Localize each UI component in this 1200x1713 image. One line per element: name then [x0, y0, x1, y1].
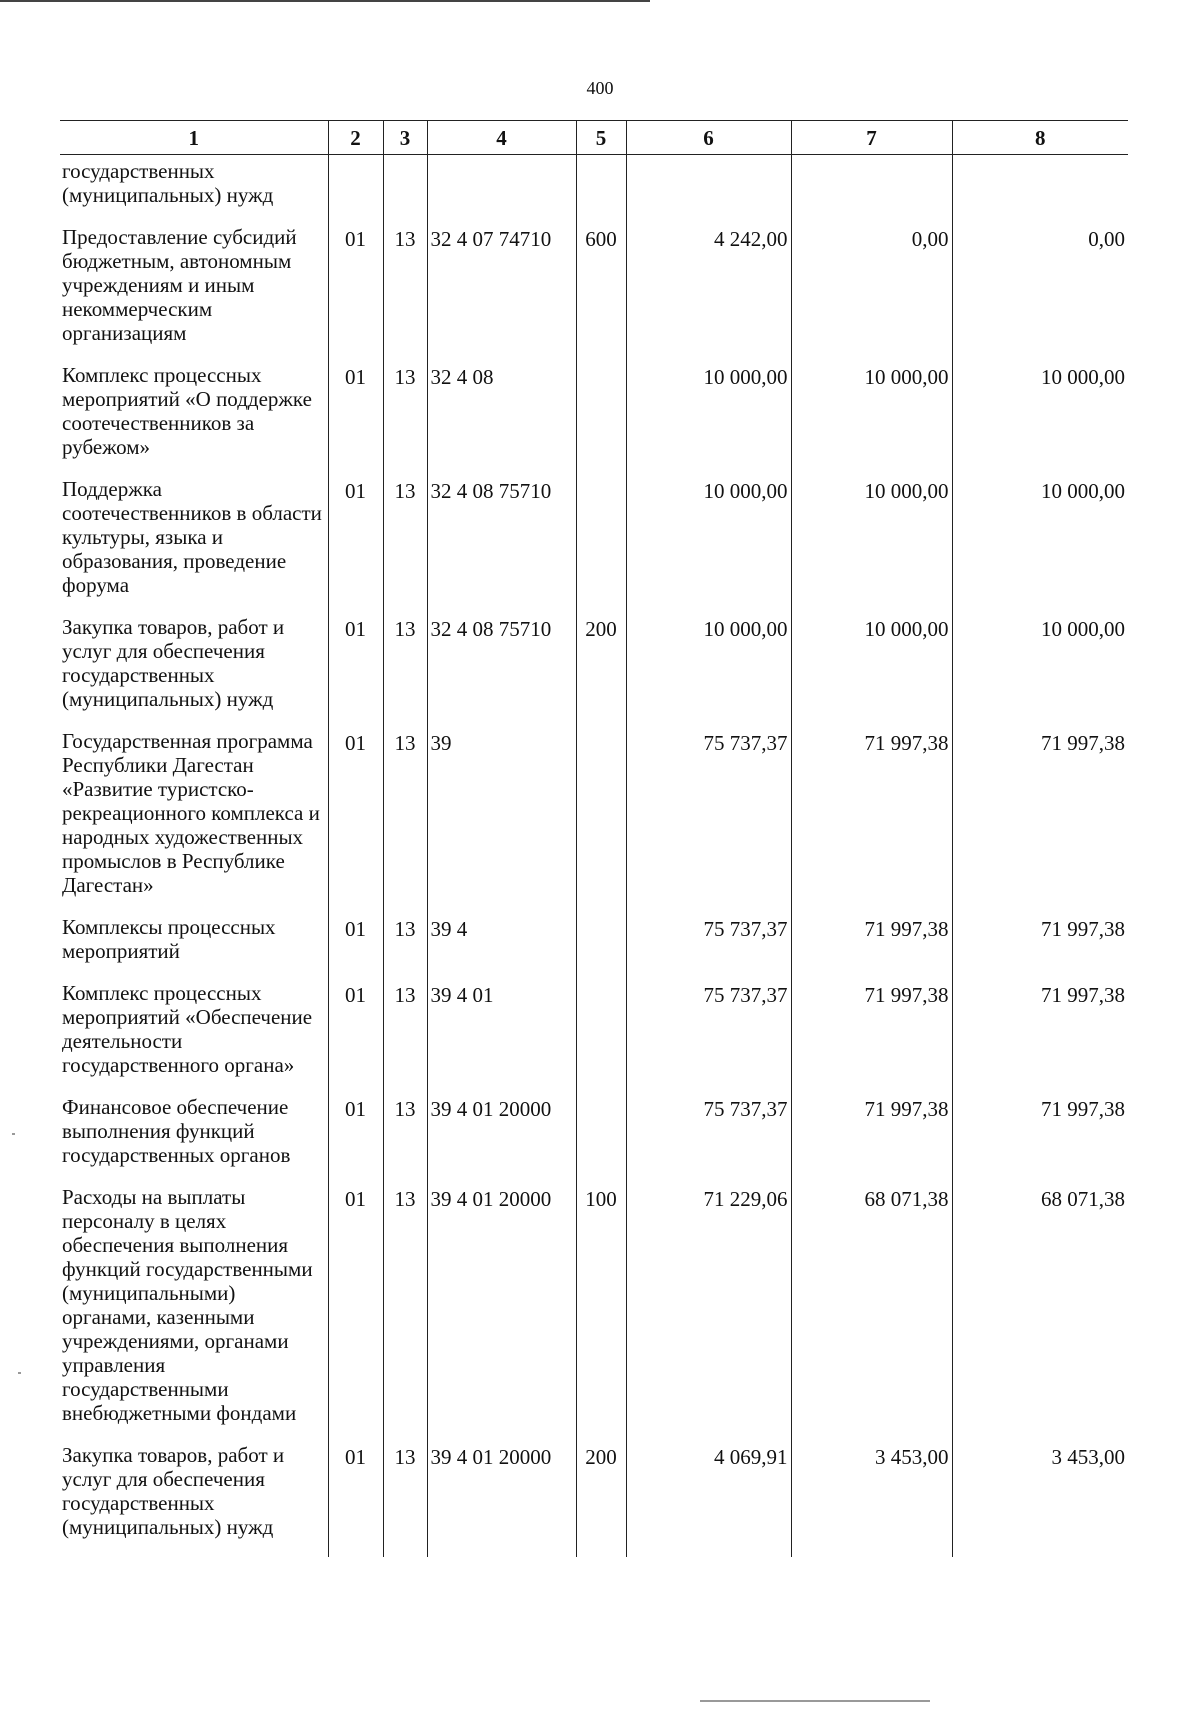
row-description: Государственная программа Республики Дагестан «Развитие туристско-рекреационного комплекса и народных художественных промыслов в Республике Дагестан»: [62, 729, 320, 897]
table-row: [60, 1095, 1128, 1185]
section-code: 01: [328, 1185, 383, 1443]
scan-speck: [12, 1133, 15, 1135]
amount-col-8: 10 000,00: [952, 363, 1128, 477]
target-article-code: 32 4 07 74710: [427, 225, 576, 363]
section-code: 01: [328, 915, 383, 981]
column-header: 5: [576, 121, 626, 155]
section-code: 01: [328, 981, 383, 1095]
row-description: Финансовое обеспечение выполнения функций государственных органов: [62, 1095, 291, 1167]
target-article-code: 32 4 08 75710: [427, 477, 576, 615]
amount-col-6: 75 737,37: [626, 981, 791, 1095]
column-header: 7: [791, 121, 952, 155]
subsection-code: 13: [383, 981, 427, 1095]
amount-col-7: 71 997,38: [791, 1095, 952, 1185]
row-description: Комплекс процессных мероприятий «Обеспечение деятельности государственного органа»: [62, 981, 313, 1077]
subsection-code: 13: [383, 1095, 427, 1185]
amount-col-6: 75 737,37: [626, 729, 791, 915]
amount-col-6: 4 069,91: [626, 1443, 791, 1557]
expense-type-code: [576, 477, 626, 615]
amount-col-8: 71 997,38: [952, 729, 1128, 915]
section-code: [328, 155, 383, 226]
table-row: [60, 477, 1128, 615]
section-code: 01: [328, 477, 383, 615]
amount-col-7: 10 000,00: [791, 363, 952, 477]
target-article-code: 39 4 01 20000: [427, 1185, 576, 1443]
column-header: 8: [952, 121, 1128, 155]
subsection-code: 13: [383, 1185, 427, 1443]
amount-col-7: 0,00: [791, 225, 952, 363]
amount-col-8: 71 997,38: [952, 915, 1128, 981]
expense-type-code: 600: [576, 225, 626, 363]
amount-col-6: 10 000,00: [626, 363, 791, 477]
section-code: 01: [328, 1095, 383, 1185]
section-code: 01: [328, 729, 383, 915]
amount-col-7: 71 997,38: [791, 729, 952, 915]
row-description: государственных (муниципальных) нужд: [62, 159, 274, 207]
subsection-code: 13: [383, 915, 427, 981]
budget-table: [60, 120, 1128, 1557]
top-border-line: [0, 0, 650, 2]
column-header: 1: [60, 121, 328, 155]
amount-col-6: [626, 155, 791, 226]
scan-speck: [18, 1372, 21, 1374]
budget-table-container: [60, 120, 1128, 1557]
amount-col-6: 10 000,00: [626, 615, 791, 729]
expense-type-code: [576, 1095, 626, 1185]
amount-col-7: 3 453,00: [791, 1443, 952, 1557]
amount-col-7: [791, 155, 952, 226]
table-row: [60, 225, 1128, 363]
expense-type-code: [576, 729, 626, 915]
column-header: 2: [328, 121, 383, 155]
column-header: 6: [626, 121, 791, 155]
target-article-code: [427, 155, 576, 226]
row-description: Закупка товаров, работ и услуг для обеспечения государственных (муниципальных) нужд: [62, 615, 285, 711]
amount-col-8: 68 071,38: [952, 1185, 1128, 1443]
row-description: Предоставление субсидий бюджетным, автономным учреждениям и иным некоммерческим организациям: [62, 225, 297, 345]
table-row: [60, 915, 1128, 981]
expense-type-code: [576, 915, 626, 981]
amount-col-8: 71 997,38: [952, 1095, 1128, 1185]
amount-col-8: 10 000,00: [952, 615, 1128, 729]
amount-col-6: 75 737,37: [626, 1095, 791, 1185]
expense-type-code: 200: [576, 1443, 626, 1557]
table-row: [60, 615, 1128, 729]
amount-col-8: 3 453,00: [952, 1443, 1128, 1557]
table-header-row: [60, 121, 1128, 155]
amount-col-7: 71 997,38: [791, 981, 952, 1095]
amount-col-6: 71 229,06: [626, 1185, 791, 1443]
subsection-code: 13: [383, 363, 427, 477]
target-article-code: 39: [427, 729, 576, 915]
row-description: Комплексы процессных мероприятий: [62, 915, 276, 963]
amount-col-7: 10 000,00: [791, 615, 952, 729]
table-row: [60, 1185, 1128, 1443]
target-article-code: 32 4 08 75710: [427, 615, 576, 729]
row-description: Поддержка соотечественников в области культуры, языка и образования, проведение форума: [62, 477, 322, 597]
table-row: [60, 981, 1128, 1095]
amount-col-8: [952, 155, 1128, 226]
row-description: Комплекс процессных мероприятий «О поддержке соотечественников за рубежом»: [62, 363, 312, 459]
table-row: [60, 363, 1128, 477]
amount-col-6: 75 737,37: [626, 915, 791, 981]
amount-col-8: 71 997,38: [952, 981, 1128, 1095]
column-header: 4: [427, 121, 576, 155]
subsection-code: 13: [383, 1443, 427, 1557]
target-article-code: 32 4 08: [427, 363, 576, 477]
table-row: [60, 155, 1128, 226]
expense-type-code: [576, 363, 626, 477]
subsection-code: [383, 155, 427, 226]
row-description: Закупка товаров, работ и услуг для обеспечения государственных (муниципальных) нужд: [62, 1443, 285, 1539]
subsection-code: 13: [383, 729, 427, 915]
expense-type-code: 200: [576, 615, 626, 729]
table-row: [60, 1443, 1128, 1557]
section-code: 01: [328, 225, 383, 363]
amount-col-6: 4 242,00: [626, 225, 791, 363]
subsection-code: 13: [383, 615, 427, 729]
expense-type-code: 100: [576, 1185, 626, 1443]
target-article-code: 39 4: [427, 915, 576, 981]
subsection-code: 13: [383, 477, 427, 615]
target-article-code: 39 4 01 20000: [427, 1443, 576, 1557]
section-code: 01: [328, 615, 383, 729]
target-article-code: 39 4 01 20000: [427, 1095, 576, 1185]
page-number: 400: [586, 78, 614, 98]
section-code: 01: [328, 363, 383, 477]
row-description: Расходы на выплаты персоналу в целях обеспечения выполнения функций государственными (муниципальными) органами, казенными учреждениями, органами управления государственными внебюджетными фондами: [62, 1185, 313, 1425]
column-header: 3: [383, 121, 427, 155]
amount-col-7: 68 071,38: [791, 1185, 952, 1443]
target-article-code: 39 4 01: [427, 981, 576, 1095]
section-code: 01: [328, 1443, 383, 1557]
expense-type-code: [576, 981, 626, 1095]
amount-col-7: 10 000,00: [791, 477, 952, 615]
subsection-code: 13: [383, 225, 427, 363]
scan-artifact-line: [700, 1700, 930, 1702]
amount-col-8: 0,00: [952, 225, 1128, 363]
expense-type-code: [576, 155, 626, 226]
amount-col-6: 10 000,00: [626, 477, 791, 615]
table-row: [60, 729, 1128, 915]
amount-col-8: 10 000,00: [952, 477, 1128, 615]
amount-col-7: 71 997,38: [791, 915, 952, 981]
